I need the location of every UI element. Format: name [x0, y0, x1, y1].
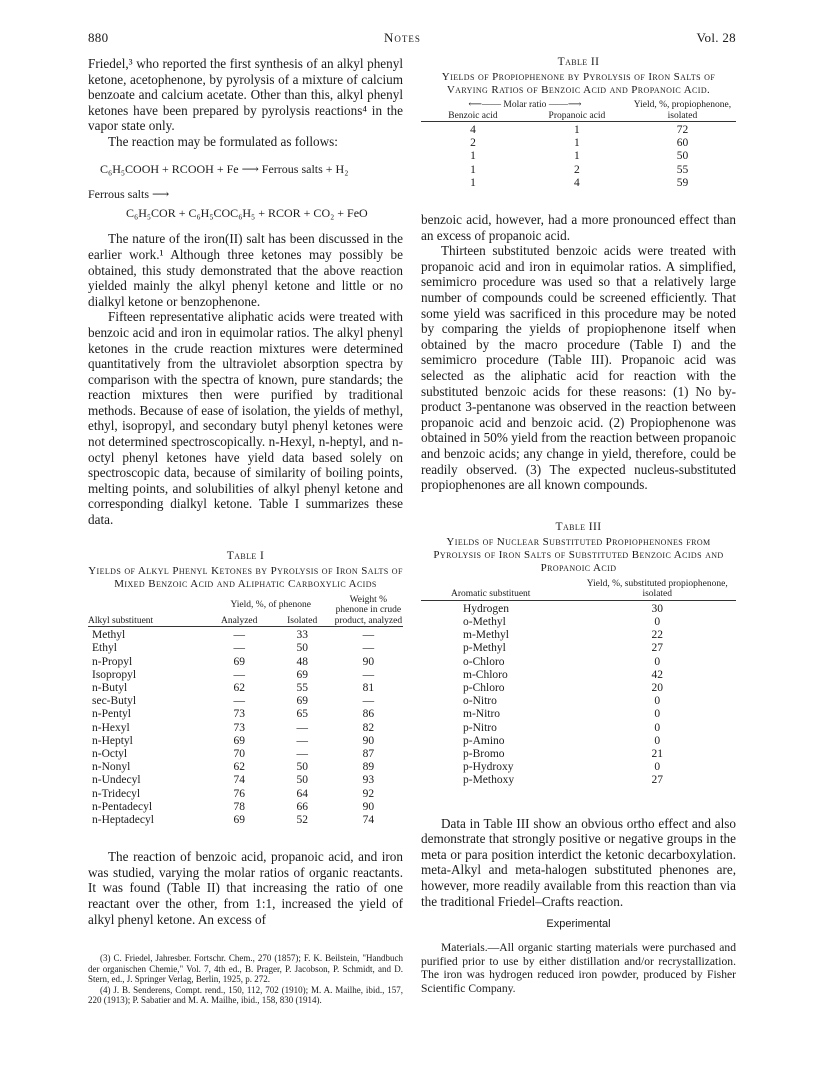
table-cell: 50: [296, 761, 308, 774]
table-2-label: Table II: [557, 56, 600, 68]
table-cell: 90: [362, 655, 375, 668]
table-1-label: Table I: [226, 549, 265, 562]
footnotes: [88, 953, 403, 1006]
table-cell: 27: [651, 774, 663, 787]
table-cell: n-Hexyl: [92, 721, 130, 734]
table-row: [88, 642, 403, 655]
table-2-title: Yields of Propiophenone by Pyrolysis of Iron Salts of Varying Ratios of Benzoic Acid and Propanoic Acid.: [441, 71, 716, 96]
table-row: [421, 708, 736, 721]
table-cell: 78: [233, 800, 245, 813]
table-1-head-weight: Weight % phenone in crude product, analyzed: [334, 594, 403, 626]
table-3-head-substituent: Aromatic substituent: [451, 589, 531, 600]
table-row: [88, 682, 403, 695]
table-cell: 21: [651, 747, 663, 760]
table-cell: 73: [233, 708, 245, 721]
table-cell: m-Nitro: [463, 708, 501, 721]
table-cell: 70: [233, 747, 245, 760]
table-cell: n-Butyl: [92, 681, 128, 694]
table-row: [421, 164, 736, 177]
table-1-title: Yields of Alkyl Phenyl Ketones by Pyrolysis of Iron Salts of Mixed Benzoic Acid and Aliphatic Carboxylic Acids: [88, 564, 403, 590]
table-2-head-yield: Yield, %, propiophenone, isolated: [633, 100, 732, 121]
table-2-head-propanoic: Propanoic acid: [548, 110, 606, 121]
table-cell: —: [233, 668, 245, 681]
table-row: [421, 137, 736, 150]
table-cell: 1: [470, 163, 476, 176]
table-cell: n-Propyl: [92, 655, 133, 668]
table-cell: 0: [654, 761, 661, 774]
table-cell: 2: [470, 137, 476, 150]
paragraph: The reaction of benzoic acid, propanoic acid, and iron was studied, varying the molar ratios of organic reactants. It was found (Table II) that increasing the ratio of one reactant over the other, from 1:1, increased the yield of alkyl phenyl ketone. An excess of: [88, 849, 403, 927]
table-cell: n-Octyl: [92, 747, 128, 760]
table-3-title: Yields of Nuclear Substituted Propiophenones from Pyrolysis of Iron Salts of Substituted Benzoic Acids and Propanoic Acid: [433, 535, 724, 574]
table-cell: 0: [654, 695, 661, 708]
reaction-equations: [88, 162, 403, 222]
volume-label: Vol. 28: [696, 30, 736, 45]
table-cell: Methyl: [92, 629, 126, 642]
table-3-label: Table III: [555, 520, 602, 533]
table-row: [88, 788, 403, 801]
table-cell: n-Undecyl: [92, 774, 141, 787]
table-cell: 1: [470, 176, 476, 189]
equation-2-rhs: C₆H₅COR + C₆H₅COC₆H₅ + RCOR + CO₂ + FeO: [126, 205, 368, 220]
table-cell: o-Methyl: [463, 615, 506, 628]
table-1-head-alkyl: Alkyl substituent: [88, 615, 154, 626]
table-cell: 89: [362, 761, 375, 774]
paragraph: Thirteen substituted benzoic acids were treated with propanoic acid and iron in equimolar ratios. A simplified, semimicro procedure was used so that a relatively large number of compounds could be screened efficiently. That some yield was sacrificed in this procedure may be noted by comparing the yields of propiophenone itself when obtained by the macro procedure (Table I) and the semimicro procedure (Table III). Propanoic acid was selected as the aliphatic acid for reaction with the substituted benzoic acids for these reasons: (1) No by-product 3-pentanone was observed in the reaction between propanoic acid and benzoic acid. (2) Propiophenone was obtained in 50% yield from the reaction between propanoic and benzoic acids; any change in yield, therefore, could be readily observed. (3) The expected nucleus-substituted propiophenones are all known compounds.: [421, 243, 736, 493]
table-cell: o-Nitro: [463, 695, 497, 708]
table-row: [421, 124, 736, 137]
table-2-head-benzoic: Benzoic acid: [448, 110, 498, 121]
paragraph: benzoic acid, however, had a more pronounced effect than an excess of propanoic acid.: [421, 212, 736, 243]
table-row: [421, 682, 736, 695]
table-cell: —: [233, 629, 245, 642]
table-row: [421, 774, 736, 787]
table-cell: 0: [654, 721, 661, 734]
table-cell: —: [362, 668, 375, 681]
table-cell: 69: [233, 734, 245, 747]
table-3: [421, 579, 736, 788]
table-cell: 81: [362, 681, 375, 694]
table-row: [88, 695, 403, 708]
table-row: [88, 748, 403, 761]
table-cell: 59: [676, 176, 689, 189]
table-cell: 42: [651, 668, 663, 681]
paragraph: Fifteen representative aliphatic acids were treated with benzoic acid and iron in equimolar ratios. The alkyl phenyl ketones in the crude reaction mixtures were determined quantitatively from the ultraviolet absorption spectra by comparison with the spectra of known, pure standards; the reaction mixtures then were purified by traditional methods. Because of ease of isolation, the yields of methyl, ethyl, isopropyl, and secondary butyl phenyl ketones were not determined spectroscopically. n-Hexyl, n-heptyl, and n-octyl phenyl ketones have yield data based solely on spectroscopic data, because of similarity of boiling points, melting points, and solubilities of alkyl phenyl ketone and corresponding dialkyl ketone. Table I summarizes these data.: [88, 309, 403, 528]
table-cell: 27: [651, 642, 663, 655]
table-cell: 90: [362, 734, 375, 747]
table-cell: 1: [470, 150, 476, 163]
page-number: 880: [88, 30, 109, 45]
table-1-caption: [88, 550, 403, 591]
table-row: [421, 642, 736, 655]
table-row: [421, 150, 736, 163]
table-cell: 87: [362, 747, 375, 760]
table-cell: 4: [574, 176, 580, 189]
table-row: [88, 814, 403, 827]
table-cell: 0: [654, 615, 661, 628]
table-cell: p-Amino: [463, 734, 505, 747]
table-row: [88, 801, 403, 814]
table-cell: sec-Butyl: [92, 695, 137, 708]
table-row: [421, 629, 736, 642]
table-row: [421, 616, 736, 629]
table-row: [88, 735, 403, 748]
table-cell: Ethyl: [92, 642, 117, 655]
table-1-head-isolated: Isolated: [287, 615, 318, 626]
table-cell: —: [296, 734, 308, 747]
table-cell: 20: [651, 681, 663, 694]
table-cell: p-Chloro: [463, 681, 505, 694]
paragraph: Data in Table III show an obvious ortho effect and also demonstrate that strongly positive or negative groups in the meta or para position interdict the ketonic decarboxylation. meta-Alkyl and meta-halogen substituted phenones are, however, more readily available from this reaction than via the traditional Friedel–Crafts reaction.: [421, 815, 736, 909]
table-row: [88, 656, 403, 669]
table-cell: Isopropyl: [92, 668, 137, 681]
table-cell: 66: [296, 800, 308, 813]
table-cell: p-Bromo: [463, 747, 505, 760]
table-row: [421, 748, 736, 761]
table-cell: —: [362, 642, 375, 655]
table-cell: 33: [296, 629, 308, 642]
section-heading-experimental: Experimental: [546, 918, 611, 931]
paragraph: Friedel,³ who reported the first synthesis of an alkyl phenyl ketone, acetophenone, by pyrolysis of a mixture of calcium benzoate and calcium acetate. Other than this, alkyl phenyl ketones have been prepared by pyrolysis reactions⁴ in the vapor state only.: [88, 56, 403, 134]
table-cell: n-Pentyl: [92, 708, 131, 721]
table-row: [88, 774, 403, 787]
table-row: [421, 761, 736, 774]
table-2: [421, 100, 736, 190]
table-row: [88, 722, 403, 735]
table-cell: 74: [362, 813, 375, 826]
paragraph: Materials.—All organic starting materials were purchased and purified prior to use by either distillation and/or recrystallization. The iron was hydrogen reduced iron powder, produced by Fisher Scientific Company.: [421, 940, 736, 996]
table-cell: 82: [362, 721, 375, 734]
table-1-head-yield: Yield, %, of phenone: [230, 599, 311, 610]
table-cell: 90: [362, 800, 375, 813]
left-column: [88, 56, 403, 927]
equation-1: C₆H₅COOH + RCOOH + Fe ⟶ Ferrous salts + H₂: [100, 161, 349, 176]
table-cell: 69: [233, 813, 245, 826]
table-cell: 76: [233, 787, 245, 800]
table-row: [421, 177, 736, 190]
table-cell: 60: [676, 137, 689, 150]
table-cell: 22: [651, 629, 663, 642]
table-cell: 55: [676, 163, 689, 176]
table-cell: 69: [296, 695, 308, 708]
table-cell: o-Chloro: [463, 655, 505, 668]
table-cell: 50: [296, 642, 308, 655]
table-row: [88, 629, 403, 642]
table-cell: n-Heptadecyl: [92, 813, 154, 826]
table-cell: n-Pentadecyl: [92, 800, 153, 813]
table-row: [88, 708, 403, 721]
footnote-4: (4) J. B. Senderens, Compt. rend., 150, 112, 702 (1910); M. A. Mailhe, ibid., 157, 220 (1913); P. Sabatier and M. A. Mailhe, ibid., 158, 830 (1914).: [88, 984, 403, 1006]
paragraph: The reaction may be formulated as follows:: [108, 133, 338, 149]
table-row: [421, 669, 736, 682]
table-cell: p-Hydroxy: [463, 761, 514, 774]
table-cell: m-Chloro: [463, 668, 508, 681]
table-row: [421, 603, 736, 616]
table-cell: 69: [296, 668, 308, 681]
table-cell: n-Nonyl: [92, 761, 131, 774]
table-cell: 0: [654, 734, 661, 747]
table-cell: 93: [362, 774, 375, 787]
table-2-caption: [421, 56, 736, 97]
table-cell: p-Methyl: [463, 642, 506, 655]
right-column: [421, 56, 736, 996]
footnote-3: (3) C. Friedel, Jahresber. Fortschr. Chem., 270 (1857); F. K. Beilstein, "Handbuch der organischen Chemie," Vol. 7, 4th ed., B. Prager, P. Jacobson, P. Schmidt, and D. Stern, ed., J. Springer Verlag, Berlin, 1925, p. 272.: [88, 953, 403, 985]
table-cell: 48: [296, 655, 308, 668]
table-cell: 65: [296, 708, 308, 721]
table-cell: —: [362, 695, 375, 708]
table-cell: 1: [574, 137, 580, 150]
table-cell: —: [296, 721, 308, 734]
table-cell: 73: [233, 721, 245, 734]
table-cell: 92: [362, 787, 375, 800]
table-cell: 62: [233, 681, 245, 694]
table-cell: n-Heptyl: [92, 734, 133, 747]
table-row: [88, 761, 403, 774]
table-2-head-ratio: ⟵—— Molar ratio ——⟶: [468, 100, 582, 110]
table-cell: 4: [470, 124, 476, 136]
table-cell: 1: [574, 124, 580, 136]
table-1-head-analyzed: Analyzed: [220, 615, 258, 626]
table-1: [88, 595, 403, 828]
table-cell: m-Methyl: [463, 629, 509, 642]
table-row: [88, 669, 403, 682]
table-cell: 0: [654, 655, 661, 668]
table-cell: 62: [233, 761, 245, 774]
table-cell: p-Nitro: [463, 721, 497, 734]
section-title: Notes: [384, 30, 421, 45]
table-cell: —: [233, 642, 245, 655]
table-cell: —: [296, 747, 308, 760]
table-3-head-yield: Yield, %, substituted propiophenone, isolated: [586, 578, 728, 600]
paragraph: The nature of the iron(II) salt has been discussed in the earlier work.¹ Although three ketones may possibly be obtained, this study demonstrated that the above reaction yielded mainly the alkyl phenyl ketone and little or no dialkyl ketone or benzophenone.: [88, 231, 403, 309]
table-cell: 50: [676, 150, 689, 163]
table-row: [421, 656, 736, 669]
table-cell: 69: [233, 655, 245, 668]
table-cell: 74: [233, 774, 245, 787]
table-cell: —: [233, 695, 245, 708]
table-3-caption: [421, 521, 736, 575]
table-cell: —: [362, 629, 375, 642]
table-cell: n-Tridecyl: [92, 787, 141, 800]
table-cell: Hydrogen: [463, 602, 509, 615]
table-cell: 50: [296, 774, 308, 787]
table-cell: 0: [654, 708, 661, 721]
table-cell: 72: [676, 124, 689, 136]
table-row: [421, 695, 736, 708]
table-cell: 2: [574, 163, 580, 176]
table-cell: 1: [574, 150, 580, 163]
table-cell: 64: [296, 787, 308, 800]
table-cell: 86: [362, 708, 375, 721]
table-row: [421, 735, 736, 748]
running-head: [88, 30, 736, 46]
equation-2-lhs: Ferrous salts ⟶: [88, 187, 170, 202]
table-cell: p-Methoxy: [463, 774, 515, 787]
table-cell: 55: [296, 681, 308, 694]
table-cell: 30: [651, 602, 663, 615]
table-cell: 52: [296, 813, 308, 826]
table-row: [421, 722, 736, 735]
